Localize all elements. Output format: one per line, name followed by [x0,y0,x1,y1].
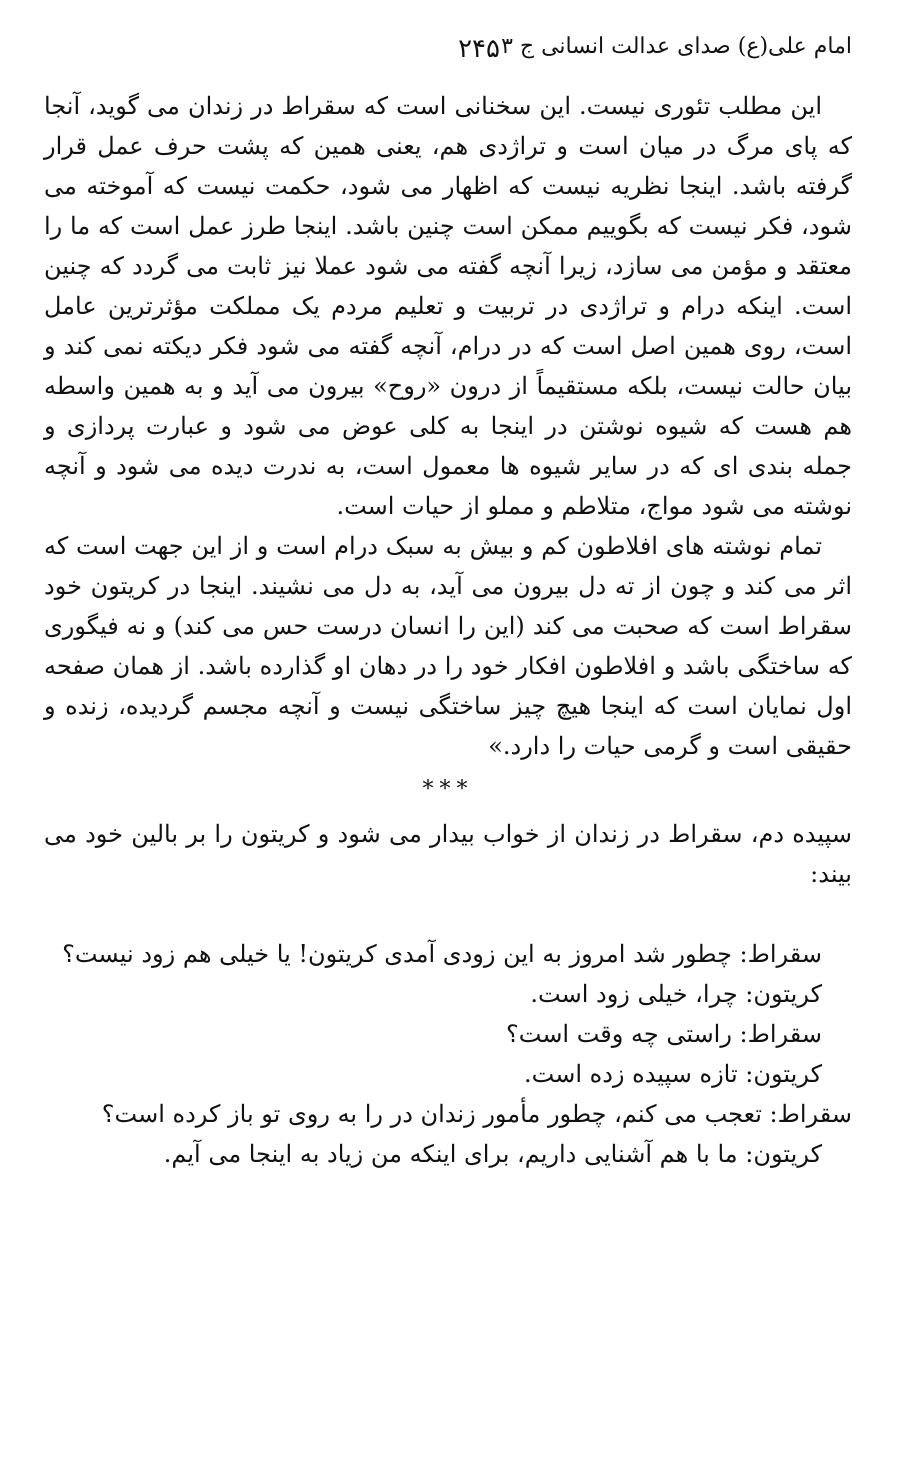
dialog-line-5: کریتون: ما با هم آشنایی داریم، برای اینکه من زیاد به اینجا می آیم. [163,1140,822,1168]
dialog-line-1: کریتون: چرا، خیلی زود است. [530,980,822,1008]
paragraph-4: سقراط: چطور شد امروز به این زودی آمدی کریتون! یا خیلی هم زود نیست؟ [62,940,822,968]
dialog-line-3: کریتون: تازه سپیده زده است. [524,1060,822,1088]
dialog-line-2: سقراط: راستی چه وقت است؟ [506,1020,822,1048]
paragraph-gap [44,894,852,934]
page-number: ۲۴۵ [458,34,500,64]
paragraph-2: تمام نوشته های افلاطون کم و بیش به سبک درام است و از این جهت است که اثر می کند و چون از ته دل بیرون می آید، به دل می نشیند. اینجا در کریتون خود سقراط است که صحبت می کند (این را انسان درست حس می کند) و نه فیگوری که ساختگی باشد و افلاطون افکار خود را در دهان او گذارده باشد. از همان صفحه اول نمایان است که اینجا هیچ چیز ساختگی نیست و آنچه مجسم گردیده، زنده و حقیقی است و گرمی حیات را دارد.» [44,532,852,760]
page-header [40,34,852,70]
running-title: امام علی(ع) صدای عدالت انسانی ج ۳ [501,34,852,59]
dialog-line-4: سقراط: تعجب می کنم، چطور مأمور زندان در را به روی تو باز کرده است؟ [101,1100,852,1128]
page-body [44,86,852,1174]
paragraph-3: سپیده دم، سقراط در زندان از خواب بیدار می شود و کریتون را بر بالین خود می بیند: [44,820,852,888]
section-separator: *** [422,777,474,802]
paragraph-1: این مطلب تئوری نیست. این سخنانی است که سقراط در زندان می گوید، آنجا که پای مرگ در میان است و تراژدی هم، یعنی همین که پشت حرف عمل قرار گرفته باشد. اینجا نظریه نیست که اظهار می شود، حکمت نیست که آموخته می شود، فکر نیست که بگوییم ممکن است چنین باشد. اینجا طرز عمل است که ما را معتقد و مؤمن می سازد، زیرا آنچه گفته می شود عملا نیز ثابت می گردد که چنین است. اینکه درام و تراژدی در تربیت و تعلیم مردم یک مملکت مؤثرترین عامل است، روی همین اصل است که در درام، آنچه گفته می شود فکر دیکته نمی کند و بیان حالت نیست، بلکه مستقیماً از درون «روح» بیرون می آید و به همین واسطه هم هست که شیوه نوشتن در اینجا به کلی عوض می شود و عبارت پردازی و جمله بندی ای که در سایر شیوه ها معمول است، به ندرت دیده می شود و آنچه نوشته می شود مواج، متلاطم و مملو از حیات است. [44,92,852,520]
